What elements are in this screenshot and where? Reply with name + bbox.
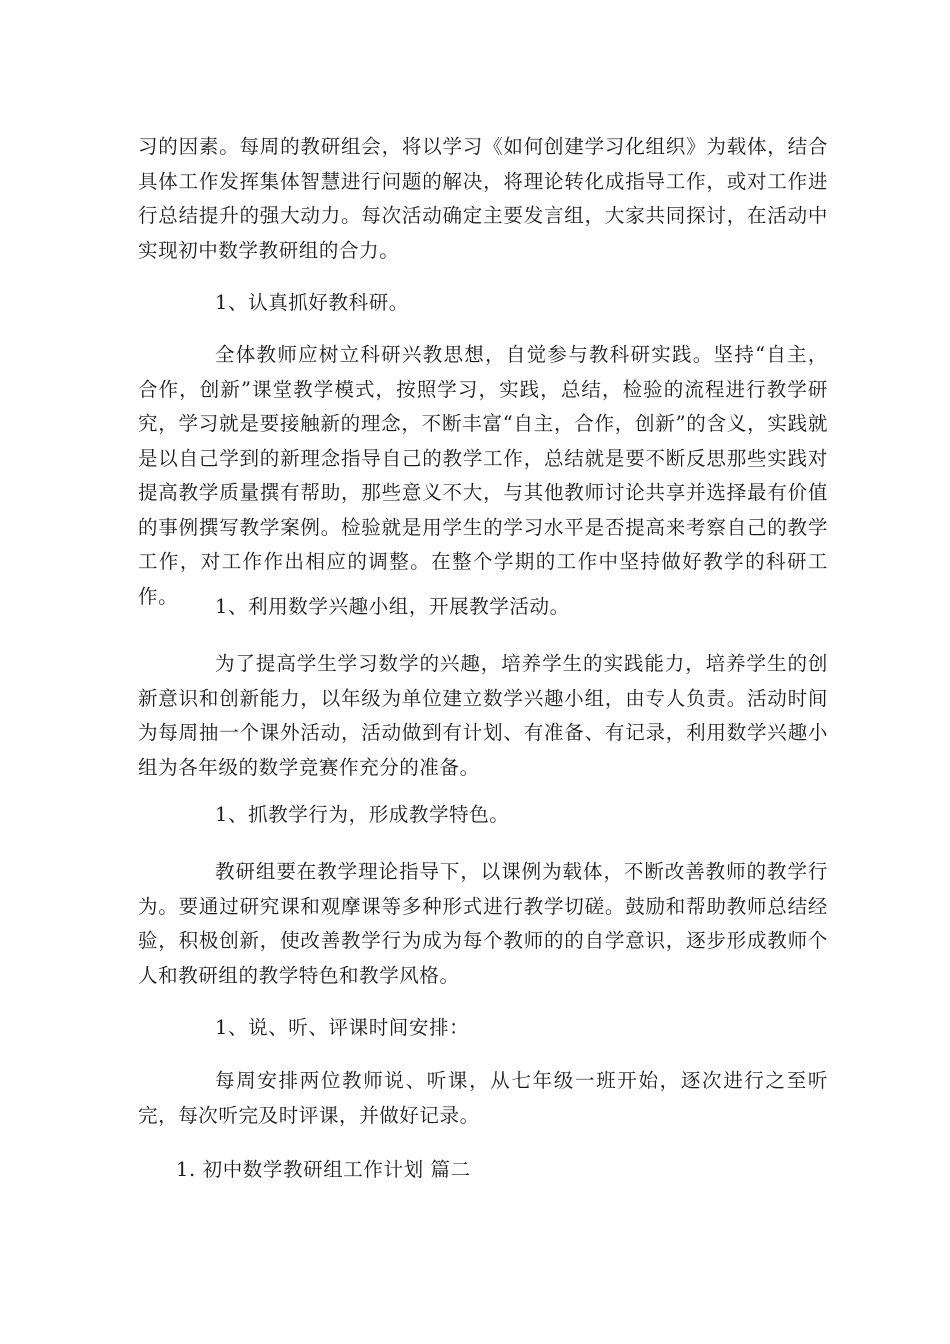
interest-group-paragraph: 为了提高学生学习数学的兴趣，培养学生的实践能力，培养学生的创新意识和创新能力，以年级为单位建立数学兴趣小组，由专人负责。活动时间为每周抽一个课外活动，活动做到有计划、有准备、有记录，利用数学兴趣小组为各年级的数学竞赛作充分的准备。 — [138, 652, 828, 779]
lesson-schedule-paragraph: 每周安排两位教师说、听课，从七年级一班开始，逐次进行之至听完，每次听完及时评课，并做好记录。 — [138, 1069, 828, 1127]
research-paragraph: 全体教师应树立科研兴教思想，自觉参与教科研实践。坚持“自主，合作，创新”课堂教学模式，按照学习，实践，总结，检验的流程进行教学研究，学习就是要接触新的理念，不断丰富“自主，合作，创新”的含义，实践就是以自己学到的新理念指导自己的教学工作，总结就是要不断反思那些实践对提高教学质量撰有帮助，那些意义不大，与其他教师讨论共享并选择最有价值的事例撰写教学案例。检验就是用学生的学习水平是否提高来考察自己的教学工作，对工作作出相应的调整。在整个学期的工作中坚持做好教学的科研工作。 — [138, 343, 828, 608]
intro-paragraph: 习的因素。每周的教研组会，将以学习《如何创建学习化组织》为载体，结合具体工作发挥集体智慧进行问题的解决，将理论转化成指导工作，或对工作进行总结提升的强大动力。每次活动确定主要发言组，大家共同探讨，在活动中实现初中数学教研组的合力。 — [138, 135, 828, 262]
heading-interest-group: 1、利用数学兴趣小组，开展教学活动。 — [215, 595, 570, 618]
heading-research: 1、认真抓好教科研。 — [215, 291, 409, 314]
teaching-behavior-paragraph: 教研组要在教学理论指导下，以课例为载体，不断改善教师的教学行为。要通过研究课和观摩课等多种形式进行教学切磋。鼓励和帮助教师总结经验，积极创新，使改善教学行为成为每个教师的的自学意识，逐步形成教师个人和教研组的教学特色和教学风格。 — [138, 860, 828, 987]
heading-teaching-behavior: 1、抓教学行为，形成教学特色。 — [215, 803, 510, 826]
section-title: 1. 初中数学教研组工作计划 篇二 — [176, 1158, 471, 1181]
heading-lesson-schedule: 1、说、听、评课时间安排： — [215, 1016, 470, 1039]
